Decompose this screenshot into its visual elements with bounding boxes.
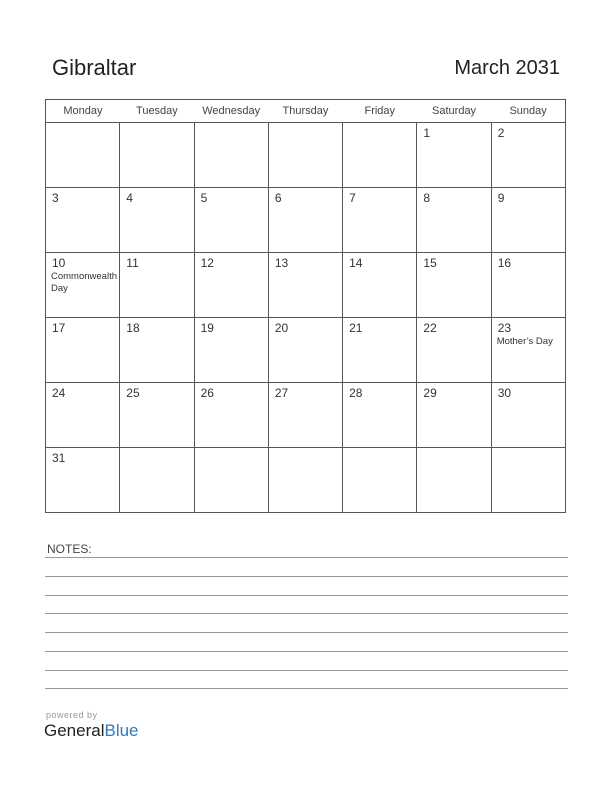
calendar-day-cell — [268, 123, 342, 188]
calendar-day-cell — [268, 318, 342, 383]
day-number: 12 — [200, 256, 214, 270]
day-number: 23 — [497, 321, 512, 335]
calendar-day-cell — [194, 448, 268, 513]
calendar-day-cell — [491, 123, 565, 188]
calendar-week-row — [46, 188, 566, 253]
calendar-day-cell — [268, 383, 342, 448]
day-number: 29 — [423, 386, 437, 400]
calendar-day-cell — [491, 383, 565, 448]
day-number: 4 — [126, 191, 133, 205]
calendar-day-cell — [120, 123, 194, 188]
notes-label: NOTES: — [47, 542, 92, 556]
day-number: 10 — [52, 256, 66, 270]
note-line — [45, 688, 568, 689]
day-number: 7 — [349, 191, 356, 205]
calendar-day-cell — [46, 448, 120, 513]
day-number: 20 — [274, 321, 289, 335]
day-number: 21 — [349, 321, 363, 335]
day-number: 25 — [126, 386, 140, 400]
calendar-day-cell — [46, 123, 120, 188]
calendar-day-cell — [417, 448, 491, 513]
calendar-day-cell — [417, 253, 491, 318]
calendar-day-cell — [46, 188, 120, 253]
weekday-sunday: Sunday — [491, 100, 565, 123]
calendar-day-cell — [194, 383, 268, 448]
calendar-day-cell — [343, 448, 417, 513]
calendar-day-cell — [194, 318, 268, 383]
day-number: 30 — [497, 386, 512, 400]
brand-general: General — [44, 721, 105, 740]
calendar-day-cell — [120, 253, 194, 318]
calendar-day-cell — [417, 188, 491, 253]
calendar-day-cell — [417, 123, 491, 188]
calendar-day-cell — [194, 188, 268, 253]
calendar-day-cell — [120, 318, 194, 383]
weekday-header-row — [46, 100, 566, 123]
day-number: 2 — [497, 126, 505, 140]
calendar-day-cell — [46, 383, 120, 448]
calendar-day-cell — [343, 383, 417, 448]
day-number: 31 — [52, 451, 66, 465]
calendar-day-cell — [343, 188, 417, 253]
day-number: 22 — [423, 321, 437, 335]
day-number: 19 — [200, 321, 214, 335]
calendar-day-cell — [194, 123, 268, 188]
calendar-grid — [45, 99, 566, 513]
calendar-day-cell — [417, 318, 491, 383]
calendar-week-row — [46, 383, 566, 448]
day-number: 5 — [200, 191, 208, 205]
powered-by-text: powered by — [46, 710, 98, 720]
day-number: 3 — [52, 191, 59, 205]
day-number: 28 — [349, 386, 363, 400]
calendar-day-cell — [268, 448, 342, 513]
note-line — [45, 576, 568, 577]
calendar-week-row — [46, 253, 566, 318]
day-number: 15 — [423, 256, 437, 270]
day-number: 14 — [349, 256, 363, 270]
calendar-day-cell — [194, 253, 268, 318]
day-number: 8 — [423, 191, 431, 205]
calendar-week-row — [46, 123, 566, 188]
calendar-day-cell — [417, 383, 491, 448]
holiday-label: Mother’s Day — [496, 336, 553, 347]
brand-logo[interactable] — [44, 721, 139, 741]
calendar-day-cell — [268, 188, 342, 253]
weekday-friday: Friday — [343, 100, 417, 123]
day-number: 9 — [497, 191, 505, 205]
brand-blue: Blue — [104, 721, 139, 740]
month-title: March 2031 — [454, 57, 560, 79]
calendar-day-cell — [343, 253, 417, 318]
day-number: 11 — [126, 256, 139, 270]
note-line — [45, 613, 568, 614]
calendar-day-cell — [491, 318, 565, 383]
day-number: 27 — [274, 386, 289, 400]
day-number: 6 — [274, 191, 282, 205]
day-number: 26 — [200, 386, 214, 400]
weekday-wednesday: Wednesday — [194, 100, 268, 123]
calendar-day-cell — [120, 383, 194, 448]
calendar-day-cell — [491, 253, 565, 318]
calendar-day-cell — [268, 253, 342, 318]
calendar-week-row — [46, 448, 566, 513]
note-line — [45, 670, 568, 671]
country-title: Gibraltar — [52, 55, 137, 80]
day-number: 24 — [52, 386, 66, 400]
calendar-day-cell — [343, 318, 417, 383]
calendar-day-cell — [46, 318, 120, 383]
calendar-day-cell — [343, 123, 417, 188]
note-line — [45, 557, 568, 558]
weekday-monday: Monday — [46, 100, 120, 123]
holiday-label: Commonwealth Day — [51, 271, 117, 294]
day-number: 17 — [52, 321, 66, 335]
calendar-week-row — [46, 318, 566, 383]
calendar-day-cell — [46, 253, 120, 318]
calendar-day-cell — [491, 448, 565, 513]
note-line — [45, 595, 568, 596]
day-number: 18 — [126, 321, 140, 335]
weekday-thursday: Thursday — [268, 100, 342, 123]
note-line — [45, 651, 568, 652]
day-number: 1 — [423, 126, 431, 140]
day-number: 16 — [497, 256, 512, 270]
note-line — [45, 632, 568, 633]
calendar-day-cell — [120, 448, 194, 513]
calendar-day-cell — [491, 188, 565, 253]
day-number: 13 — [274, 256, 289, 270]
weekday-saturday: Saturday — [417, 100, 491, 123]
calendar-day-cell — [120, 188, 194, 253]
weekday-tuesday: Tuesday — [120, 100, 194, 123]
